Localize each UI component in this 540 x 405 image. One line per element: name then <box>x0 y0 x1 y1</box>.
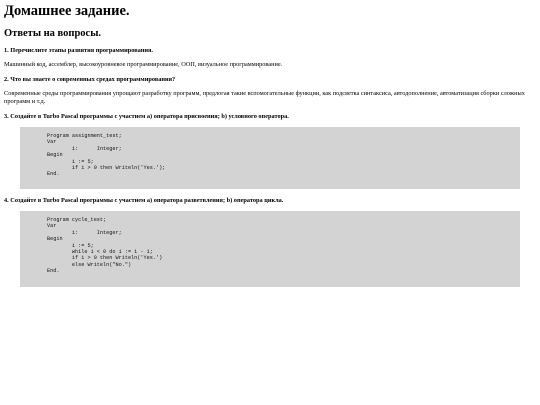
answer-1: Машинный код, ассемблер, высокоуровневое программирование, ООП, визуальное программирование. <box>4 61 283 68</box>
page-subtitle: Ответы на вопросы. <box>4 28 102 39</box>
question-2: 2. Что вы знаете о современных средах программирования? <box>4 76 176 83</box>
question-3: 3. Создайте в Turbo Pascal программы с участием а) оператора присвоения; b) условного оператора. <box>4 113 289 120</box>
code-listing-1: Program assignment_test; Var i: Integer; Begin i := 5; if i > 0 then Writeln('Yes.'); End. <box>47 133 166 178</box>
question-1: 1. Перечислите этапы развития программирования. <box>4 47 153 54</box>
code-block-2 <box>20 211 520 287</box>
answer-2: Современные среды программирования упрощают разработку программ, предлогая такие вспомогательные функции, как подсветка синтаксиса, автодополнение, автоматизация сборки сложных программ и т.д. <box>4 90 525 105</box>
question-4: 4. Создайте в Turbo Pascal программы с участием а) оператора разветвления; b) оператора цикла. <box>4 197 284 204</box>
page-title: Домашнее задание. <box>4 3 130 19</box>
code-listing-2: Program cycle_test; Var i: Integer; Begin i := 5; while i < 0 do i := i - 1; if i > 0 then Writeln('Yes.') else Writeln("No.") End. <box>47 217 163 275</box>
code-block-1 <box>20 127 520 189</box>
